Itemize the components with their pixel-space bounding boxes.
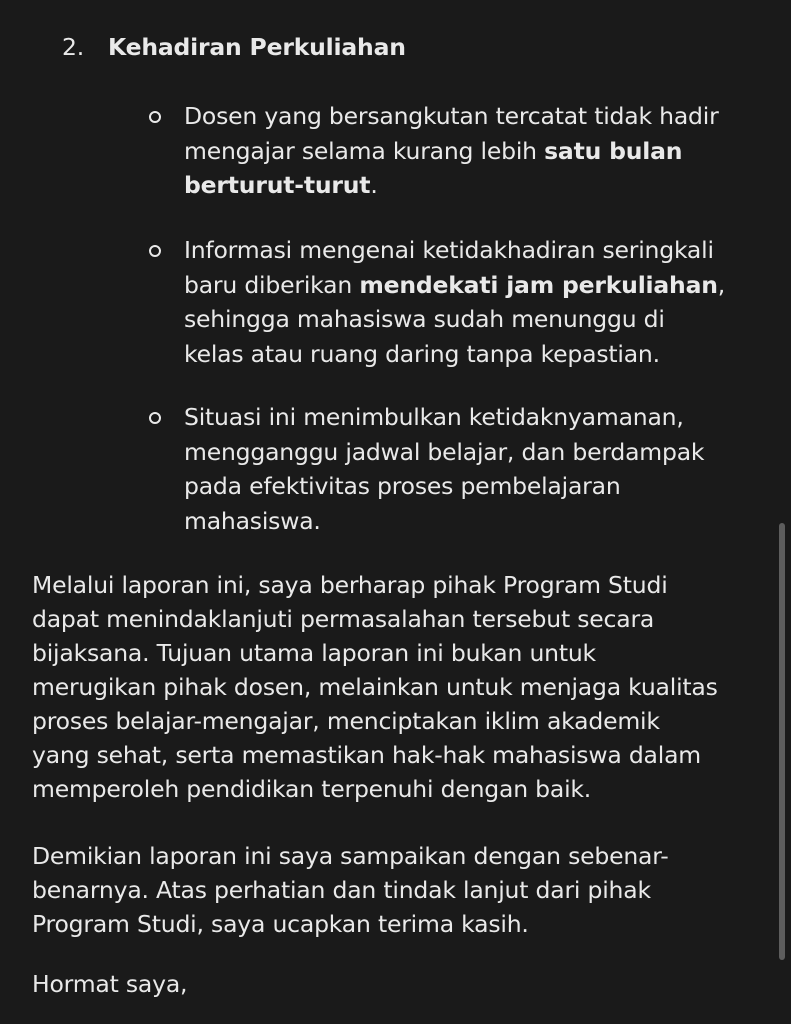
bullet-line (184, 337, 768, 372)
section-heading (62, 30, 406, 64)
paragraph-line: Hormat saya, (32, 970, 188, 998)
bullet-item (148, 233, 768, 371)
text-run: kelas atau ruang daring tanpa kepastian. (184, 339, 660, 368)
closing-paragraph (32, 839, 772, 941)
section-title: Kehadiran Perkuliahan (108, 33, 406, 61)
text-run: pada efektivitas proses pembelajaran (184, 472, 621, 500)
paragraph-line: benarnya. Atas perhatian dan tindak lanjut dari pihak (32, 876, 651, 904)
bullet-line (184, 168, 768, 203)
bullet-text (184, 99, 768, 203)
text-run: Situasi ini menimbulkan ketidaknyamanan, (184, 403, 684, 431)
bullet-line (184, 99, 768, 134)
bullet-line (184, 268, 768, 303)
text-run: mengajar selama kurang lebih (184, 136, 545, 165)
paragraph-line: dapat menindaklanjuti permasalahan tersebut secara (32, 605, 655, 633)
bullet-line (184, 504, 768, 539)
bold-text-run: berturut-turut (184, 171, 371, 199)
bold-text-run: mendekati jam perkuliahan (359, 270, 718, 299)
bullet-line (184, 400, 768, 435)
paragraph-line: memperoleh pendidikan terpenuhi dengan baik. (32, 775, 592, 803)
bold-text-run: satu bulan (544, 136, 683, 165)
paragraph-line: Program Studi, saya ucapkan terima kasih. (32, 910, 529, 938)
paragraph-line: bijaksana. Tujuan utama laporan ini bukan untuk (32, 639, 596, 667)
paragraph-line: merugikan pihak dosen, melainkan untuk menjaga kualitas (32, 673, 718, 701)
vertical-scrollbar[interactable] (779, 523, 785, 960)
text-run: mengganggu jadwal belajar, dan berdampak (184, 437, 705, 466)
paragraph-line: yang sehat, serta memastikan hak-hak mahasiswa dalam (32, 741, 701, 769)
paragraph-line: Melalui laporan ini, saya berharap pihak Program Studi (32, 571, 668, 599)
text-run: , (717, 270, 726, 299)
bullet-line (184, 469, 768, 504)
bullet-text (184, 400, 768, 538)
text-run: sehingga mahasiswa sudah menunggu di (184, 305, 665, 333)
paragraph-line: Demikian laporan ini saya sampaikan dengan sebenar- (32, 842, 669, 870)
text-run: mahasiswa. (184, 506, 321, 535)
body-paragraph (32, 568, 772, 806)
text-run: baru diberikan (184, 270, 360, 299)
text-run: Dosen yang bersangkutan tercatat tidak hadir (184, 102, 719, 130)
hollow-bullet-icon (149, 111, 161, 123)
bullet-item (148, 400, 768, 538)
sign-off (32, 967, 772, 1001)
text-run: Informasi mengenai ketidakhadiran seringkali (184, 236, 714, 264)
bullet-line (184, 302, 768, 337)
bullet-line (184, 435, 768, 470)
bullet-line (184, 134, 768, 169)
bullet-item (148, 99, 768, 203)
section-number: 2. (62, 33, 85, 61)
hollow-bullet-icon (149, 412, 161, 424)
bullet-text (184, 233, 768, 371)
paragraph-line: proses belajar-mengajar, menciptakan iklim akademik (32, 707, 660, 735)
hollow-bullet-icon (149, 245, 161, 257)
bullet-line (184, 233, 768, 268)
text-run: . (370, 171, 378, 199)
